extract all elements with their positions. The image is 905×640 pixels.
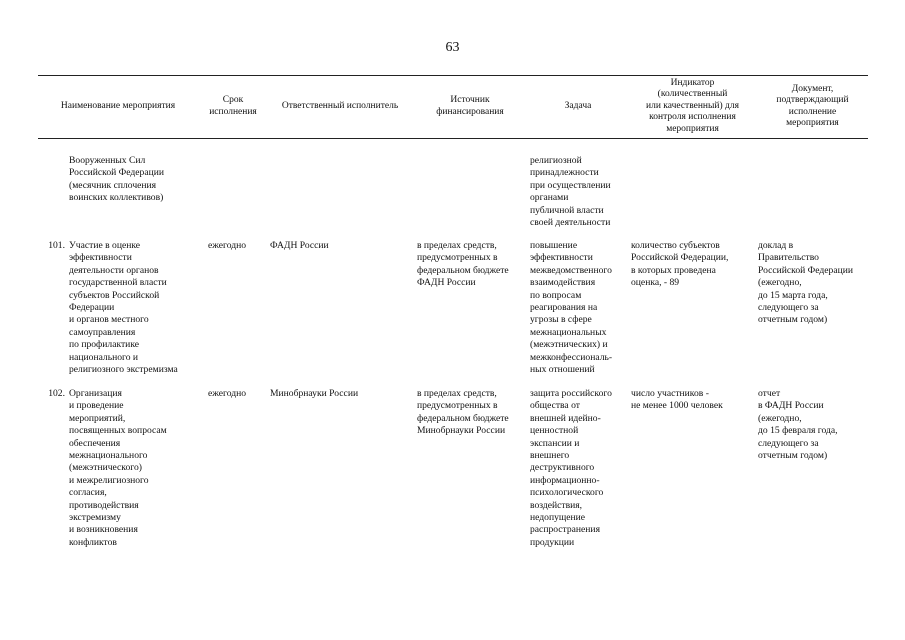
row-document: доклад в Правительство Российской Федерации (ежегодно, до 15 марта года, следующего за отчетным годом) bbox=[758, 240, 853, 326]
header-name: Наименование мероприятия bbox=[60, 100, 176, 111]
header-source: Источник финансирования bbox=[436, 95, 504, 117]
row-number: 102. bbox=[48, 388, 65, 399]
row-indicator: количество субъектов Российской Федерации, в которых проведена оценка, - 89 bbox=[631, 240, 729, 289]
row-indicator: число участников - не менее 1000 человек bbox=[631, 388, 723, 412]
row-name: Организация и проведение мероприятий, посвященных вопросам обеспечения межнационального (межэтнического) и межрелигиозного согласия, противодействия экстремизму и возникновения конфликтов bbox=[69, 388, 167, 548]
row-source: в пределах средств, предусмотренных в федеральном бюджете ФАДН России bbox=[417, 240, 509, 289]
row-term: ежегодно bbox=[208, 388, 247, 399]
row-number: 101. bbox=[48, 240, 65, 251]
row-task: повышение эффективности межведомственного взаимодействия по вопросам реагирования на угрозы в сфере межнациональных (межэтнических) и межконфессиональ- ных отношений bbox=[530, 240, 613, 376]
header-bottom-rule bbox=[38, 138, 868, 139]
row-term: ежегодно bbox=[208, 240, 247, 251]
row-source: в пределах средств, предусмотренных в федеральном бюджете Минобрнауки России bbox=[417, 388, 509, 437]
row-document: отчет в ФАДН России (ежегодно, до 15 февраля года, следующего за отчетным годом) bbox=[758, 388, 838, 462]
page-number: 63 bbox=[445, 40, 460, 55]
row-executor: Минобрнауки России bbox=[270, 388, 359, 399]
row-task: защита российского общества от внешней идейно- ценностной экспансии и внешнего деструктивного информационно- психологического воздействия, недопущение распространения продукции bbox=[530, 388, 612, 548]
header-executor: Ответственный исполнитель bbox=[281, 100, 399, 111]
header-term: Срок исполнения bbox=[209, 95, 257, 117]
header-task: Задача bbox=[564, 100, 592, 111]
row-executor: ФАДН России bbox=[270, 240, 329, 251]
header-document: Документ, подтверждающий исполнение мероприятия bbox=[776, 83, 849, 128]
row-task: религиозной принадлежности при осуществлении органами публичной власти своей деятельности bbox=[530, 155, 611, 229]
header-indicator: Индикатор (количественный или качественный) для контроля исполнения мероприятия bbox=[646, 77, 739, 134]
row-name: Участие в оценке эффективности деятельности органов государственной власти субъектов Российской Федерации и органов местного самоуправления по профилактике национального и религиозного экстремизма bbox=[69, 240, 178, 376]
row-name: Вооруженных Сил Российской Федерации (месячник сплочения воинских коллективов) bbox=[69, 155, 164, 204]
